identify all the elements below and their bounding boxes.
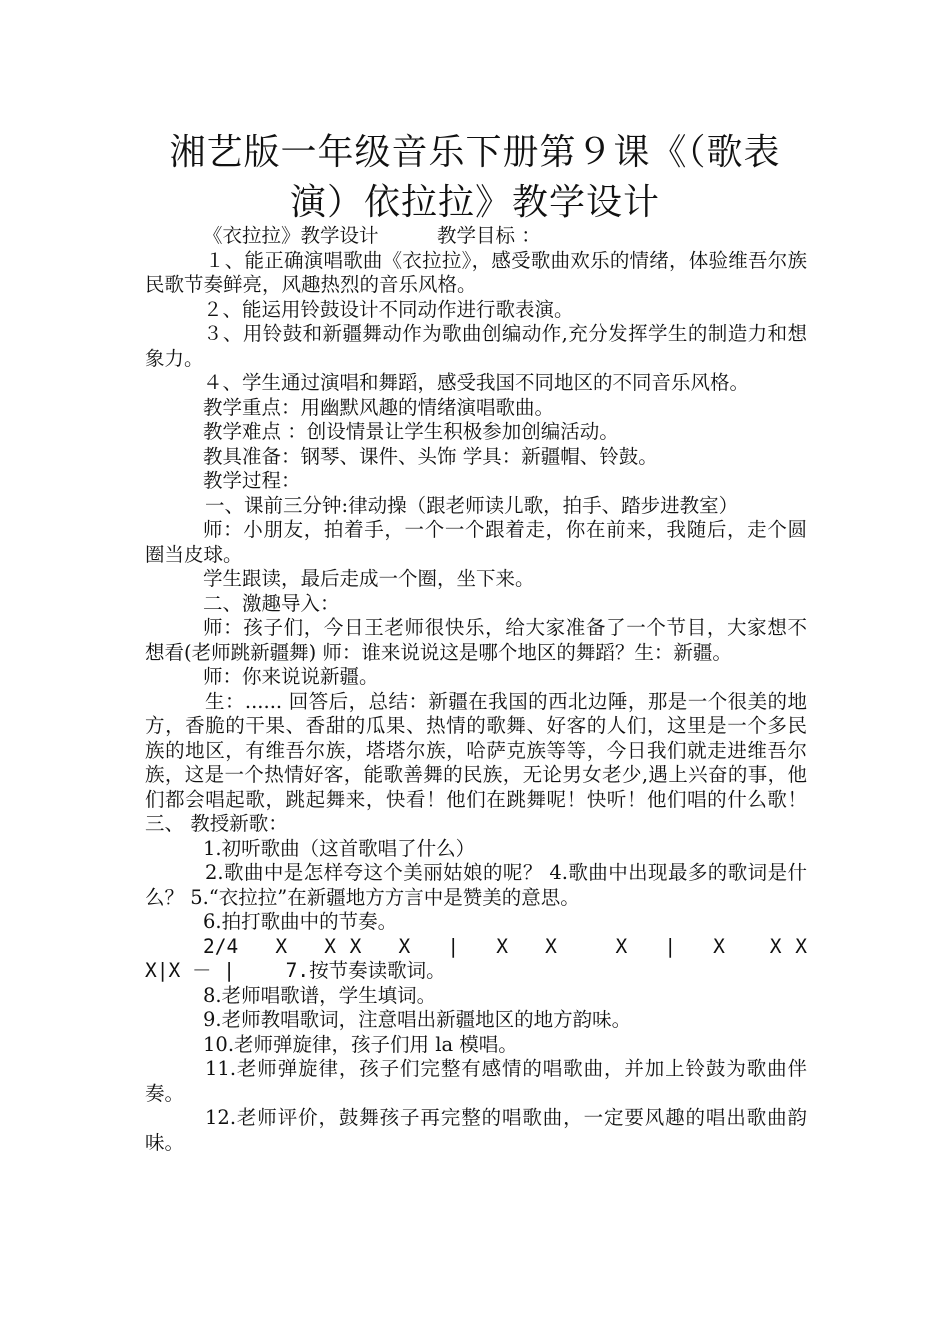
paragraph-teacher-rhyme: 师：小朋友，拍着手，一个一个跟着走，你在前来，我随后，走个圆圈当皮球。 — [145, 518, 807, 566]
paragraph-goal-1: １、能正确演唱歌曲《衣拉拉》，感受歌曲欢乐的情绪，体验维吾尔族民歌节奏鲜亮，风趣热烈的音乐风格。 — [145, 248, 807, 296]
paragraph-warmup: 一、课前三分钟:律动操（跟老师读儿歌，拍手、踏步进教室） — [205, 493, 739, 517]
paragraph-step-9: 9.老师教唱歌词，注意唱出新疆地区的地方韵味。 — [203, 1008, 632, 1031]
paragraph-step-11: 11.老师弹旋律，孩子们完整有感情的唱歌曲，并加上铃鼓为歌曲伴奏。 — [145, 1057, 807, 1105]
title-line-2: 演）依拉拉》教学设计 — [289, 182, 660, 223]
paragraph-goal-3: ３、用铃鼓和新疆舞动作为歌曲创编动作,充分发挥学生的制造力和想象力。 — [145, 322, 807, 370]
paragraph-steps-2-5: 2.歌曲中是怎样夸这个美丽姑娘的呢？ 4.歌曲中出现最多的歌词是什么？ 5.“衣拉拉”在新疆地方方言中是赞美的意思。 — [145, 861, 807, 909]
document-body — [145, 224, 839, 1155]
paragraph-rhythm-notation: 2/4 X X X X | X X X | X X X X|X － | 7.按节奏读歌词。 — [145, 934, 839, 982]
paragraph-step-1: 1.初听歌曲（这首歌唱了什么） — [203, 836, 476, 860]
page-title — [145, 128, 805, 228]
paragraph-process-heading: 教学过程： — [203, 469, 301, 492]
title-line-1: 湘艺版一年级音乐下册第９课《（歌表 — [169, 132, 781, 173]
paragraph-materials: 教具准备：钢琴、课件、头饰 学具：新疆帽、铃鼓。 — [203, 444, 658, 468]
paragraph-key-point: 教学重点：用幽默风趣的情绪演唱歌曲。 — [203, 395, 555, 419]
paragraph-step-10: 10.老师弹旋律，孩子们用 la 模唱。 — [203, 1032, 518, 1056]
paragraph-difficulty: 教学难点 ：创设情景让学生积极参加创编活动。 — [203, 420, 619, 443]
paragraph-intro-heading: 二、激趣导入： — [203, 591, 340, 615]
paragraph-step-8: 8.老师唱歌谱，学生填词。 — [203, 983, 437, 1007]
paragraph-subtitle: 《衣拉拉》教学设计 教学目标 ： — [203, 224, 541, 247]
paragraph-xinjiang-summary: 生：...... 回答后，总结：新疆在我国的西北边陲，那是一个很美的地方，香脆的干果、香甜的瓜果、热情的歌舞、好客的人们，这里是一个多民族的地区，有维吾尔族，塔塔尔族，哈萨克族等等，今日我们就走进维吾尔族，这是一个热情好客，能歌善舞的民族，无论男女老少,遇上兴奋的事，他们都会唱起歌，跳起舞来，快看！他们在跳舞呢！快听！他们唱的什么歌！ 三、 教授新歌： — [145, 689, 814, 835]
paragraph-intro-dialogue: 师：孩子们，今日王老师很快乐，给大家准备了一个节目，大家想不想看(老师跳新疆舞) 师：谁来说说这是哪个地区的舞蹈？生：新疆。 — [145, 616, 807, 664]
paragraph-xinjiang-prompt: 师：你来说说新疆。 — [203, 665, 379, 688]
paragraph-goal-2: ２、能运用铃鼓设计不同动作进行歌表演。 — [203, 297, 574, 321]
paragraph-goal-4: ４、学生通过演唱和舞蹈，感受我国不同地区的不同音乐风格。 — [203, 371, 750, 394]
paragraph-step-12: 12.老师评价，鼓舞孩子再完整的唱歌曲，一定要风趣的唱出歌曲韵味。 — [145, 1106, 807, 1154]
paragraph-step-6: 6.拍打歌曲中的节奏。 — [203, 910, 398, 933]
paragraph-student-follow: 学生跟读，最后走成一个圈，坐下来。 — [203, 567, 535, 590]
